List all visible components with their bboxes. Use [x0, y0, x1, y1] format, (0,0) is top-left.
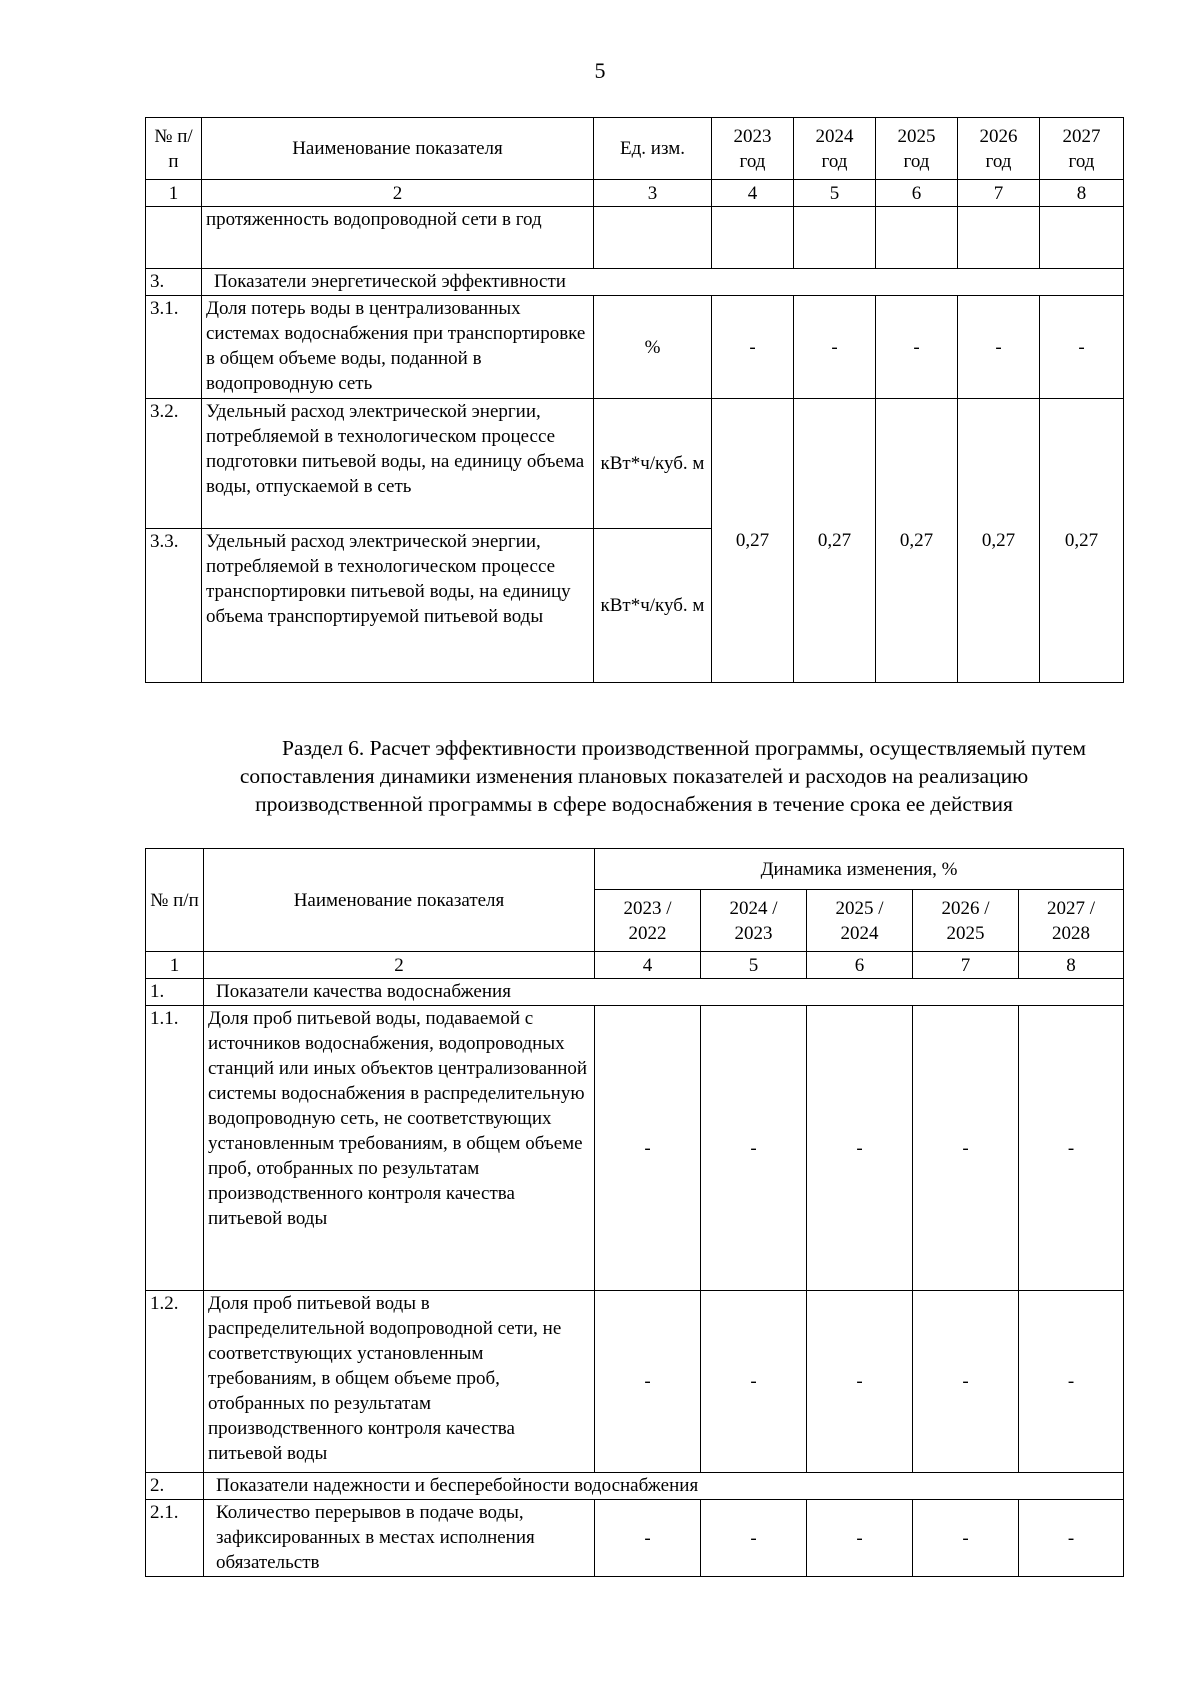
row-num: 3.3. — [146, 529, 202, 683]
index-cell: 3 — [594, 180, 712, 207]
table2-header-row — [146, 849, 1124, 890]
index-cell: 4 — [595, 952, 701, 979]
index-cell: 1 — [146, 952, 204, 979]
table-row — [146, 399, 1124, 529]
table1-index-row — [146, 180, 1124, 207]
value-cell: - — [807, 1006, 913, 1291]
merged-value-cell: 0,27 — [958, 399, 1040, 683]
table-row — [146, 1291, 1124, 1473]
section-heading-line: Раздел 6. Расчет эффективности производственной программы, осуществляемый путем — [281, 736, 1086, 760]
header-unit: Ед. изм. — [594, 118, 712, 180]
index-cell: 6 — [807, 952, 913, 979]
row-name: Доля проб питьевой воды в распределительной водопроводной сети, не соответствующих установленным требованиям, в общем объеме проб, отобранных по результатам производственного контроля качества питьевой воды — [204, 1291, 595, 1473]
header-period: 2025 / 2024 — [807, 890, 913, 952]
merged-value-cell: 0,27 — [876, 399, 958, 683]
section-title: Показатели качества водоснабжения — [204, 979, 1124, 1006]
merged-value-cell: 0,27 — [712, 399, 794, 683]
header-name: Наименование показателя — [202, 118, 594, 180]
index-cell: 6 — [876, 180, 958, 207]
table-row — [146, 296, 1124, 399]
section-heading-line: сопоставления динамики изменения плановых показателей и расходов на реализацию — [239, 764, 1029, 788]
row-name: Доля потерь воды в централизованных системах водоснабжения при транспортировке в общем объеме воды, поданной в водопроводную сеть — [202, 296, 594, 399]
value-cell: - — [595, 1291, 701, 1473]
table2-index-row — [146, 952, 1124, 979]
value-cell: - — [712, 296, 794, 399]
dynamics-table — [145, 848, 1124, 1577]
row-unit: % — [594, 296, 712, 399]
table-row — [146, 1500, 1124, 1577]
header-period: 2024 / 2023 — [701, 890, 807, 952]
index-cell: 7 — [958, 180, 1040, 207]
value-cell: - — [913, 1500, 1019, 1577]
table-row — [146, 1006, 1124, 1291]
section-row — [146, 979, 1124, 1006]
header-name: Наименование показателя — [204, 849, 595, 952]
merged-value-cell: 0,27 — [1040, 399, 1124, 683]
section-title: Показатели энергетической эффективности — [202, 269, 1124, 296]
index-cell: 5 — [794, 180, 876, 207]
section-row — [146, 269, 1124, 296]
index-cell: 2 — [202, 180, 594, 207]
index-cell: 8 — [1040, 180, 1124, 207]
section-num: 3. — [146, 269, 202, 296]
value-cell: - — [807, 1500, 913, 1577]
index-cell: 8 — [1019, 952, 1124, 979]
row-name: Количество перерывов в подаче воды, зафиксированных в местах исполнения обязательств — [204, 1500, 595, 1577]
value-cell: - — [913, 1006, 1019, 1291]
table1-header-row — [146, 118, 1124, 180]
index-cell: 4 — [712, 180, 794, 207]
table-row — [146, 207, 1124, 269]
section-heading — [150, 734, 1118, 818]
header-num: № п/п — [146, 849, 204, 952]
value-cell: - — [958, 296, 1040, 399]
row-num: 1.2. — [146, 1291, 204, 1473]
section-title: Показатели надежности и бесперебойности водоснабжения — [204, 1473, 1124, 1500]
section-num: 1. — [146, 979, 204, 1006]
index-cell: 2 — [204, 952, 595, 979]
value-cell: - — [913, 1291, 1019, 1473]
merged-value-cell: 0,27 — [794, 399, 876, 683]
index-cell: 7 — [913, 952, 1019, 979]
row-name: Удельный расход электрической энергии, потребляемой в технологическом процессе транспортировки питьевой воды, на единицу объема транспортируемой питьевой воды — [202, 529, 594, 683]
row-unit: кВт*ч/куб. м — [594, 529, 712, 683]
value-cell: - — [701, 1006, 807, 1291]
row-num: 3.2. — [146, 399, 202, 529]
row-num: 3.1. — [146, 296, 202, 399]
row-name: Доля проб питьевой воды, подаваемой с источников водоснабжения, водопроводных станций или иных объектов централизованной системы водоснабжения в распределительную водопроводную сеть, не соответствующих установленным требованиям, в общем объеме проб, отобранных по результатам производственного контроля качества питьевой воды — [204, 1006, 595, 1291]
header-year: 2027 год — [1040, 118, 1124, 180]
value-cell: - — [1019, 1500, 1124, 1577]
value-cell: - — [807, 1291, 913, 1473]
value-cell: - — [1019, 1006, 1124, 1291]
value-cell: - — [1040, 296, 1124, 399]
header-period: 2027 / 2028 — [1019, 890, 1124, 952]
header-num: № п/п — [146, 118, 202, 180]
value-cell: - — [794, 296, 876, 399]
index-cell: 5 — [701, 952, 807, 979]
page-number: 5 — [594, 58, 606, 83]
row-num: 1.1. — [146, 1006, 204, 1291]
row-unit: кВт*ч/куб. м — [594, 399, 712, 529]
header-period: 2026 / 2025 — [913, 890, 1019, 952]
section-row — [146, 1473, 1124, 1500]
index-cell: 1 — [146, 180, 202, 207]
indicators-table — [145, 117, 1124, 683]
header-year: 2025 год — [876, 118, 958, 180]
value-cell: - — [595, 1500, 701, 1577]
header-year: 2026 год — [958, 118, 1040, 180]
header-year: 2024 год — [794, 118, 876, 180]
value-cell: - — [701, 1500, 807, 1577]
header-period: 2023 / 2022 — [595, 890, 701, 952]
section-num: 2. — [146, 1473, 204, 1500]
value-cell: - — [876, 296, 958, 399]
value-cell: - — [1019, 1291, 1124, 1473]
value-cell: - — [701, 1291, 807, 1473]
header-dynamics: Динамика изменения, % — [595, 849, 1124, 890]
section-heading-line: производственной программы в сфере водоснабжения в течение срока ее действия — [255, 792, 1013, 816]
row-num: 2.1. — [146, 1500, 204, 1577]
row-name: протяженность водопроводной сети в год — [202, 207, 594, 269]
header-year: 2023 год — [712, 118, 794, 180]
value-cell: - — [595, 1006, 701, 1291]
row-name: Удельный расход электрической энергии, потребляемой в технологическом процессе подготовки питьевой воды, на единицу объема воды, отпускаемой в сеть — [202, 399, 594, 529]
